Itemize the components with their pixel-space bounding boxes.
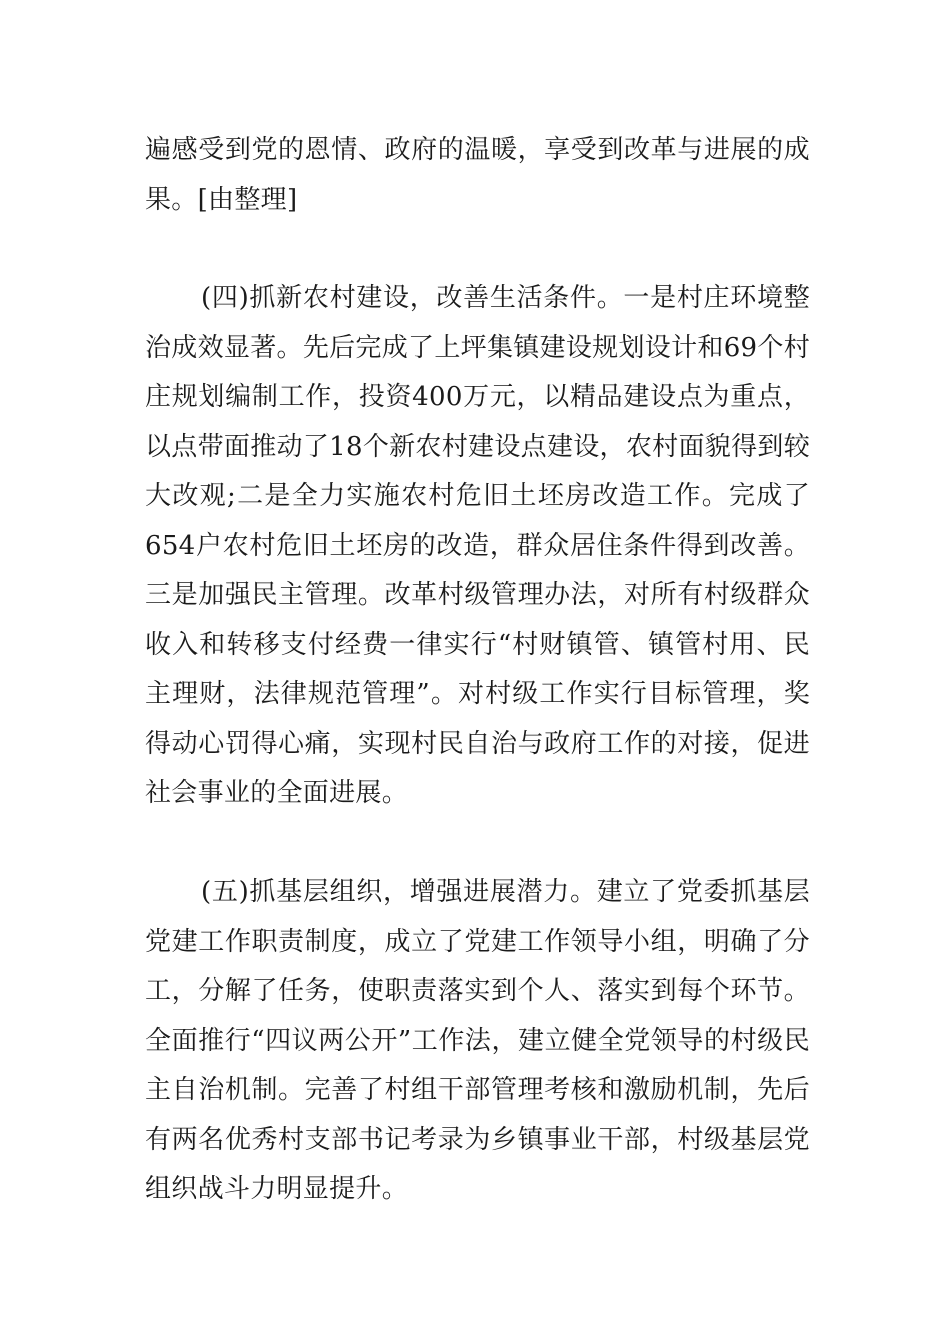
paragraph-continuation: 遍感受到党的恩情、政府的温暖，享受到改革与进展的成果。[由整理] xyxy=(145,135,810,215)
paragraph-new-rural-construction: (四)抓新农村建设，改善生活条件。一是村庄环境整治成效显著。先后完成了上坪集镇建设规划设计和69个村庄规划编制工作，投资400万元，以精品建设点为重点，以点带面推动了18个新农村建设点建设，农村面貌得到较大改观;二是全力实施农村危旧土坯房改造工作。完成了654户农村危旧土坯房的改造，群众居住条件得到改善。三是加强民主管理。改革村级管理办法，对所有村级群众收入和转移支付经费一律实行“村财镇管、镇管村用、民主理财，法律规范管理”。对村级工作实行目标管理，奖得动心罚得心痛，实现村民自治与政府工作的对接，促进社会事业的全面进展。 xyxy=(145,283,810,808)
paragraph-grassroots-organization: (五)抓基层组织，增强进展潜力。建立了党委抓基层党建工作职责制度，成立了党建工作领导小组，明确了分工，分解了任务，使职责落实到个人、落实到每个环节。全面推行“四议两公开”工作法，建立健全党领导的村级民主自治机制。完善了村组干部管理考核和激励机制，先后有两名优秀村支部书记考录为乡镇事业干部，村级基层党组织战斗力明显提升。 xyxy=(145,877,810,1204)
